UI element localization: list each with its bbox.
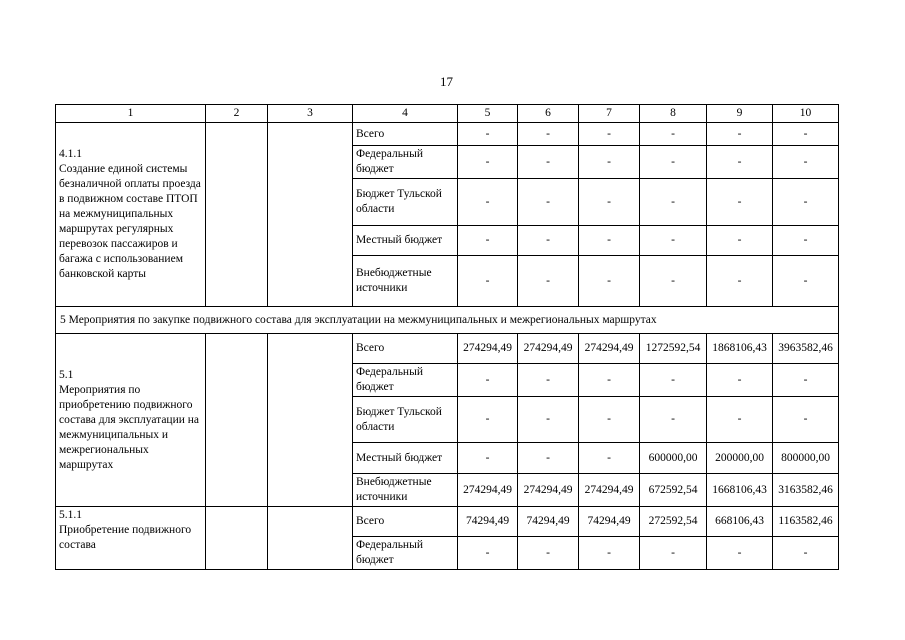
value-cell: - [518,226,579,256]
value-cell: 74294,49 [458,507,518,537]
value-cell: - [518,397,579,443]
value-cell: - [773,146,839,179]
value-cell: - [707,364,773,397]
value-cell: - [579,443,640,474]
item-title: 5.1.1 Приобретение подвижного состава [56,507,206,570]
value-cell: - [640,123,707,146]
budget-table [55,104,839,570]
value-cell: 1668106,43 [707,474,773,507]
value-cell: - [640,364,707,397]
value-cell: - [707,256,773,307]
table-row [56,123,839,146]
funding-source: Федеральный бюджет [353,537,458,570]
value-cell: - [458,179,518,226]
funding-source: Федеральный бюджет [353,364,458,397]
block-4-1-1 [56,123,839,307]
value-cell: - [640,146,707,179]
value-cell: - [640,537,707,570]
value-cell: 274294,49 [579,474,640,507]
value-cell: - [518,364,579,397]
value-cell: - [579,123,640,146]
column-header: 8 [640,105,707,123]
funding-source: Всего [353,334,458,364]
value-cell: - [579,226,640,256]
funding-source: Местный бюджет [353,226,458,256]
value-cell: 1868106,43 [707,334,773,364]
column-header: 1 [56,105,206,123]
funding-source: Всего [353,507,458,537]
value-cell: - [518,537,579,570]
item-title: 5.1 Мероприятия по приобретению подвижного состава для эксплуатации на межмуниципальных и межрегиональных маршрутах [56,334,206,507]
column-header: 2 [206,105,268,123]
value-cell: - [773,179,839,226]
funding-source: Местный бюджет [353,443,458,474]
funding-source: Бюджет Тульской области [353,179,458,226]
value-cell: 274294,49 [458,334,518,364]
value-cell: - [707,179,773,226]
value-cell: 200000,00 [707,443,773,474]
value-cell: - [579,397,640,443]
page-number: 17 [440,74,453,89]
empty-cell [268,123,353,307]
value-cell: - [707,123,773,146]
column-header: 4 [353,105,458,123]
value-cell: - [458,443,518,474]
value-cell: - [640,179,707,226]
column-header: 5 [458,105,518,123]
value-cell: - [518,256,579,307]
value-cell: - [458,256,518,307]
value-cell: 1272592,54 [640,334,707,364]
empty-cell [206,123,268,307]
value-cell: 274294,49 [579,334,640,364]
value-cell: 3163582,46 [773,474,839,507]
column-header: 6 [518,105,579,123]
value-cell: - [640,397,707,443]
value-cell: - [707,226,773,256]
value-cell: - [579,364,640,397]
value-cell: 1163582,46 [773,507,839,537]
value-cell: - [518,179,579,226]
funding-source: Федеральный бюджет [353,146,458,179]
value-cell: 274294,49 [458,474,518,507]
value-cell: 600000,00 [640,443,707,474]
value-cell: - [458,123,518,146]
value-cell: - [707,146,773,179]
table-header-row [56,105,839,123]
column-header: 3 [268,105,353,123]
table-row [56,334,839,364]
value-cell: 274294,49 [518,474,579,507]
column-header: 10 [773,105,839,123]
value-cell: - [458,537,518,570]
empty-cell [268,507,353,570]
value-cell: - [773,537,839,570]
value-cell: - [773,397,839,443]
empty-cell [206,507,268,570]
block-5-1-1 [56,507,839,570]
value-cell: 74294,49 [579,507,640,537]
table-row [56,507,839,537]
funding-source: Внебюджетные источники [353,474,458,507]
empty-cell [268,334,353,507]
value-cell: - [579,179,640,226]
funding-source: Всего [353,123,458,146]
value-cell: 272592,54 [640,507,707,537]
value-cell: - [707,537,773,570]
value-cell: - [518,123,579,146]
value-cell: 274294,49 [518,334,579,364]
value-cell: 668106,43 [707,507,773,537]
empty-cell [206,334,268,507]
value-cell: - [773,364,839,397]
column-header: 9 [707,105,773,123]
value-cell: - [640,226,707,256]
value-cell: - [640,256,707,307]
value-cell: 800000,00 [773,443,839,474]
funding-source: Бюджет Тульской области [353,397,458,443]
value-cell: - [773,226,839,256]
value-cell: - [579,256,640,307]
column-header: 7 [579,105,640,123]
section-row [56,307,839,334]
value-cell: - [579,146,640,179]
value-cell: - [707,397,773,443]
value-cell: - [518,443,579,474]
value-cell: - [773,256,839,307]
value-cell: 74294,49 [518,507,579,537]
value-cell: - [458,226,518,256]
value-cell: 672592,54 [640,474,707,507]
value-cell: - [773,123,839,146]
value-cell: - [458,397,518,443]
value-cell: - [458,146,518,179]
funding-source: Внебюджетные источники [353,256,458,307]
block-5-1 [56,334,839,507]
value-cell: - [458,364,518,397]
section-title: 5 Мероприятия по закупке подвижного состава для эксплуатации на межмуниципальных и межрегиональных маршрутах [56,307,839,334]
item-title: 4.1.1 Создание единой системы безналичной оплаты проезда в подвижном составе ПТОП на межмуниципальных маршрутах регулярных перевозок пассажиров и багажа с использованием банковской карты [56,123,206,307]
value-cell: - [579,537,640,570]
value-cell: 3963582,46 [773,334,839,364]
value-cell: - [518,146,579,179]
